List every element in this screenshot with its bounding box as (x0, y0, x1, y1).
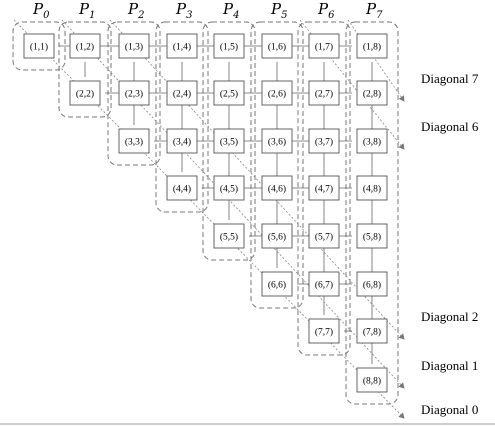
diagonal-label: Diagonal 1 (421, 358, 479, 373)
cell-label: (2,7) (314, 89, 334, 100)
cell-label: (1,7) (314, 42, 334, 53)
cell-label: (1,6) (267, 42, 287, 53)
cell-label: (1,5) (219, 42, 239, 53)
matrix-cell (357, 272, 387, 296)
matrix-cell (309, 81, 339, 105)
matrix-cell (214, 176, 244, 200)
processor-group-layer (13, 22, 398, 404)
diagonal-label: Diagonal 6 (421, 119, 479, 134)
cell-label: (6,6) (267, 280, 287, 291)
cell-label: (2,4) (172, 89, 192, 100)
cell-label: (3,6) (267, 137, 287, 148)
matrix-cell (357, 81, 387, 105)
diagonal-label: Diagonal 7 (421, 71, 479, 86)
matrix-cell (309, 272, 339, 296)
processor-label: $P_4$ (223, 0, 240, 21)
matrix-cell (262, 81, 292, 105)
cell-label: (6,7) (314, 280, 334, 291)
matrix-cell (357, 368, 387, 392)
matrix-cell (309, 224, 339, 248)
cell-label: (3,4) (172, 137, 192, 148)
cell-label: (4,4) (172, 184, 192, 195)
matrix-cell (357, 224, 387, 248)
cell-label: (3,8) (362, 137, 382, 148)
cell-label: (1,8) (362, 42, 382, 53)
cell-label: (1,3) (124, 42, 144, 53)
cell-label: (2,5) (219, 89, 239, 100)
matrix-cell (167, 81, 197, 105)
matrix-cell (119, 129, 149, 153)
matrix-cell (214, 224, 244, 248)
cell-label: (4,8) (362, 184, 382, 195)
cell-label: (5,5) (219, 232, 239, 243)
matrix-cell (214, 129, 244, 153)
matrix-cell (70, 81, 100, 105)
matrix-cell (262, 34, 292, 58)
matrix-cell (119, 81, 149, 105)
processor-label: $P_0$ (33, 0, 50, 21)
cell-label: (7,7) (314, 327, 334, 338)
cell-label: (3,7) (314, 137, 334, 148)
matrix-cell (357, 319, 387, 343)
cell-label: (8,8) (362, 376, 382, 387)
matrix-cell (309, 129, 339, 153)
cell-label: (3,3) (124, 137, 144, 148)
matrix-cell (309, 176, 339, 200)
matrix-cell (357, 129, 387, 153)
cell-label: (2,8) (362, 89, 382, 100)
matrix-cell (214, 34, 244, 58)
matrix-cell (309, 34, 339, 58)
cell-label: (3,5) (219, 137, 239, 148)
cell-label: (1,4) (172, 42, 192, 53)
cell-label: (4,7) (314, 184, 334, 195)
cell-label: (5,6) (267, 232, 287, 243)
cell-layer (24, 34, 387, 392)
matrix-cell (262, 129, 292, 153)
cell-label: (1,2) (75, 42, 95, 53)
matrix-cell (214, 81, 244, 105)
matrix-cell (167, 34, 197, 58)
processor-label: $P_3$ (176, 0, 193, 21)
matrix-cell (357, 34, 387, 58)
cell-label: (7,8) (362, 327, 382, 338)
matrix-cell (357, 176, 387, 200)
cell-label: (6,8) (362, 280, 382, 291)
cell-label: (4,5) (219, 184, 239, 195)
cell-label: (4,6) (267, 184, 287, 195)
cell-label: (1,1) (29, 42, 49, 53)
cell-label: (5,8) (362, 232, 382, 243)
processor-label: $P_1$ (79, 0, 96, 21)
processor-label: $P_6$ (318, 0, 335, 21)
diagonal-label: Diagonal 0 (421, 402, 479, 417)
processor-label: $P_7$ (366, 0, 383, 21)
matrix-cell (262, 176, 292, 200)
cell-label: (2,3) (124, 89, 144, 100)
diagonal-arrow-1 (62, 20, 404, 388)
cell-label: (5,7) (314, 232, 334, 243)
matrix-cell (309, 319, 339, 343)
diagonal-label: Diagonal 2 (421, 309, 479, 324)
matrix-cell (262, 224, 292, 248)
matrix-cell (167, 129, 197, 153)
processor-label: $P_5$ (271, 0, 288, 21)
matrix-cell (167, 176, 197, 200)
matrix-cell (70, 34, 100, 58)
matrix-cell (119, 34, 149, 58)
matrix-cell (24, 34, 54, 58)
cell-label: (2,2) (75, 89, 95, 100)
cell-label: (2,6) (267, 89, 287, 100)
processor-label: $P_2$ (128, 0, 145, 21)
matrix-cell (262, 272, 292, 296)
